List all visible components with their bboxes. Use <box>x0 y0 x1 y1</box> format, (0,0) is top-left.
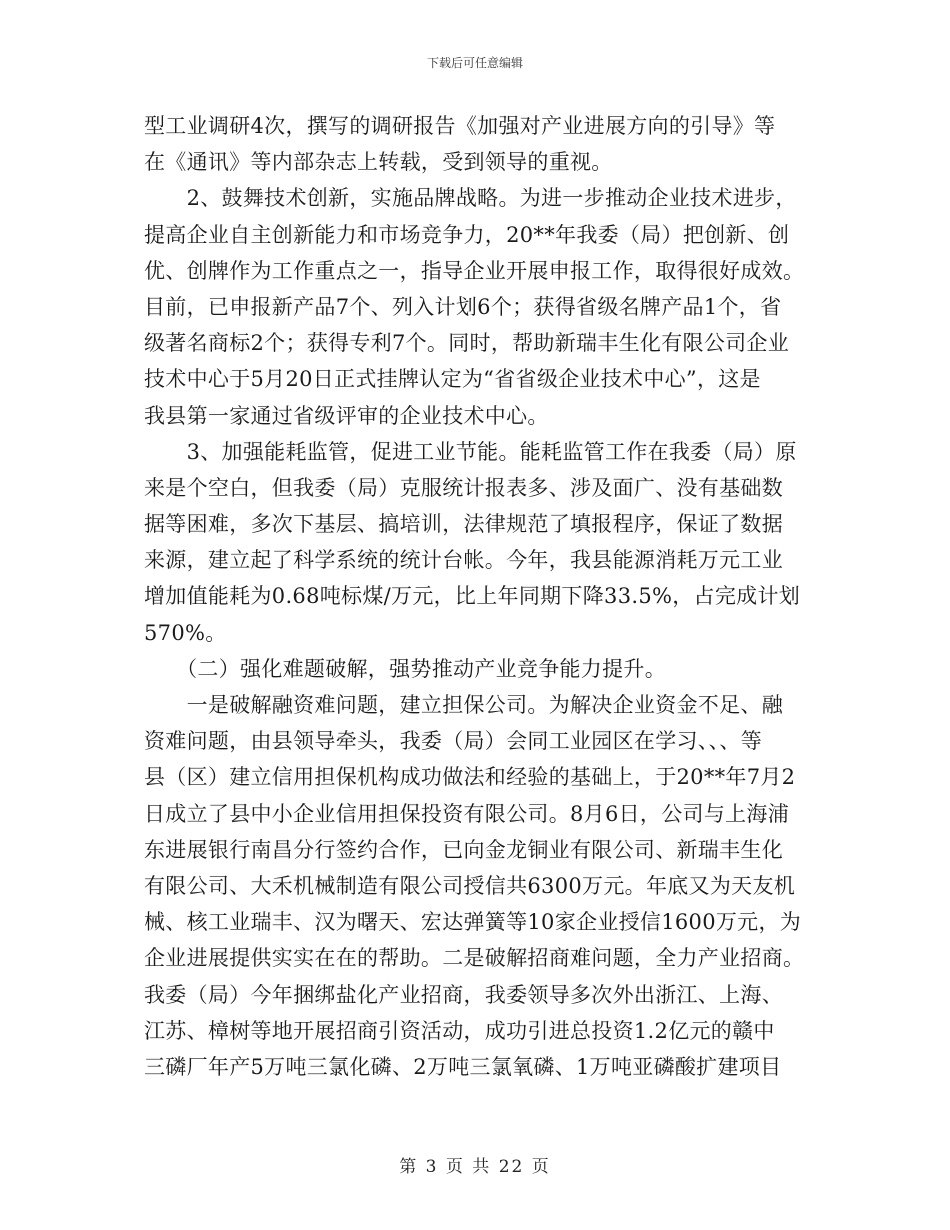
page-number-footer: 第 3 页 共 22 页 <box>399 1157 551 1177</box>
text-line: 优、创牌作为工作重点之一，指导企业开展申报工作，取得很好成效。 <box>144 258 805 283</box>
text-line: 资难问题，由县领导牵头，我委（局）会同工业园区在学习、、、等 <box>144 729 762 754</box>
text-line: 有限公司、大禾机械制造有限公司授信共6300万元。年底又为天友机 <box>144 873 796 898</box>
text-line: 提高企业自主创新能力和市场竞争力，20**年我委（局）把创新、创 <box>144 222 790 247</box>
document-body <box>144 108 809 1085</box>
text-line: 570%。 <box>144 620 227 645</box>
text-line: 3、加强能耗监管，促进工业节能。能耗监管工作在我委（局）原 <box>144 439 797 464</box>
text-line: 增加值能耗为0.68吨标煤/万元，比上年同期下降33.5%，占完成计划 <box>144 584 801 609</box>
text-line: 一是破解融资难问题，建立担保公司。为解决企业资金不足、融 <box>144 693 783 717</box>
text-line: 级著名商标2个；获得专利7个。同时，帮助新瑞丰生化有限公司企业 <box>144 331 790 356</box>
text-line: 来源，建立起了科学系统的统计台帐。今年，我县能源消耗万元工业 <box>144 548 783 573</box>
text-line: （二）强化难题破解，强势推动产业竞争能力提升。 <box>144 656 666 681</box>
text-line: 企业进展提供实实在在的帮助。二是破解招商难问题，全力产业招商。 <box>144 946 805 971</box>
page-header-note: 下载后可任意编辑 <box>426 56 523 70</box>
text-line: 县（区）建立信用担保机构成功做法和经验的基础上，于20**年7月2 <box>144 765 796 790</box>
text-line: 在《通讯》等内部杂志上转载，受到领导的重视。 <box>144 150 613 175</box>
text-line: 械、核工业瑞丰、汉为曙天、宏达弹簧等10家企业授信1600万元，为 <box>144 910 802 935</box>
text-line: 据等困难，多次下基层、搞培训，法律规范了填报程序，保证了数据 <box>144 512 783 537</box>
text-line: 技术中心于5月20日正式挂牌认定为“省省级企业技术中心”，这是 <box>144 367 761 392</box>
text-line: 型工业调研4次，撰写的调研报告《加强对产业进展方向的引导》等 <box>144 114 776 138</box>
text-line: 2、鼓舞技术创新，实施品牌战略。为进一步推动企业技术进步， <box>144 186 797 211</box>
text-line: 东进展银行南昌分行签约合作，已向金龙铜业有限公司、新瑞丰生化 <box>144 837 783 862</box>
text-line: 三磷厂年产5万吨三氯化磷、2万吨三氯氧磷、1万吨亚磷酸扩建项目 <box>144 1054 782 1079</box>
text-line: 江苏、樟树等地开展招商引资活动，成功引进总投资1.2亿元的赣中 <box>144 1018 775 1043</box>
text-line: 目前，已申报新产品7个、列入计划6个；获得省级名牌产品1个，省 <box>144 294 782 319</box>
text-line: 日成立了县中小企业信用担保投资有限公司。8月6日，公司与上海浦 <box>144 801 790 826</box>
text-line: 我委（局）今年捆绑盐化产业招商，我委领导多次外出浙江、上海、 <box>144 982 783 1007</box>
text-line: 我县第一家通过省级评审的企业技术中心。 <box>144 403 549 428</box>
text-line: 来是个空白，但我委（局）克服统计报表多、涉及面广、没有基础数 <box>144 475 783 500</box>
